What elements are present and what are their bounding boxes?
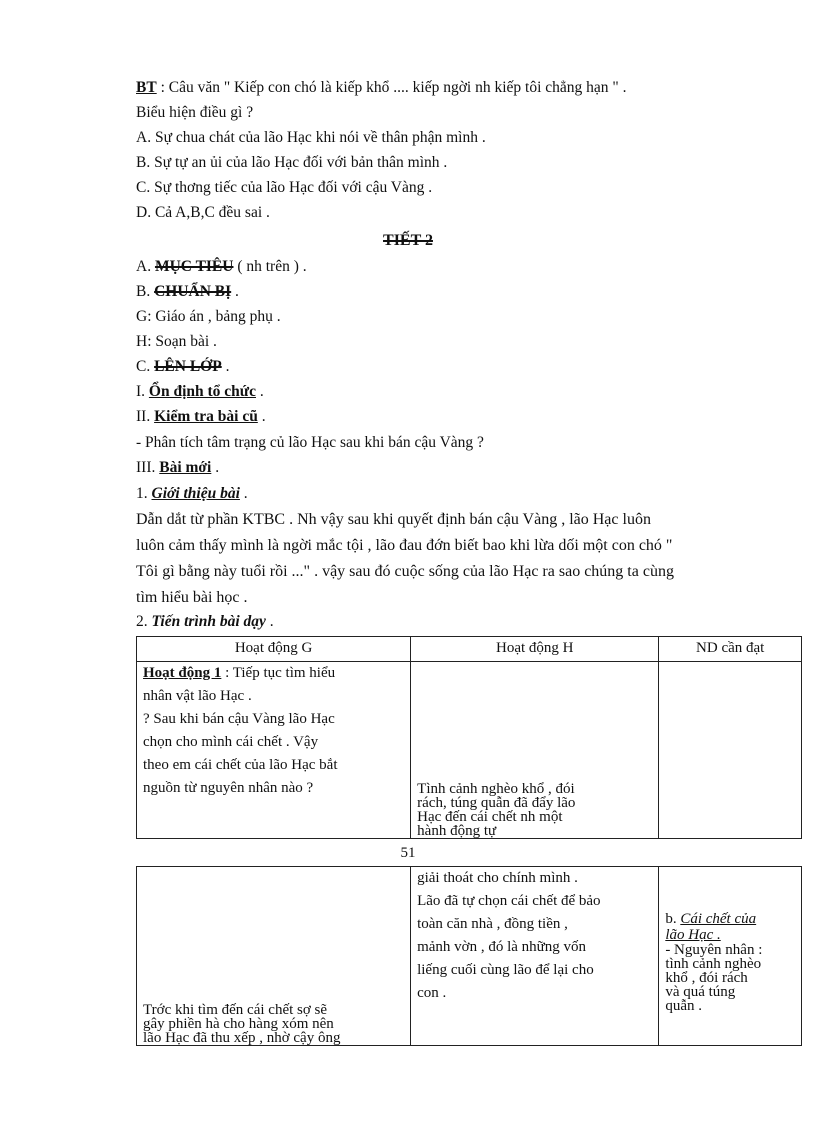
content-line: - Nguyên nhân : [665, 942, 763, 958]
table-row [137, 662, 802, 839]
teacher-activity-line: chọn cho mình cái chết . Vậy [143, 734, 319, 750]
content-cell [659, 867, 802, 1046]
section-i-suffix: . [255, 383, 264, 400]
student-activity-line: Tình cảnh nghèo khổ , đói [417, 781, 575, 797]
bt-text: : Câu văn " Kiếp con chó là kiếp khổ .... kiếp ngời nh kiếp tôi chẳng hạn " . [156, 79, 627, 96]
subsection-2-title: Tiến trình bài dạy [151, 613, 266, 630]
option-b: B. Sự tự an ủi của lão Hạc đối với bản thân mình . [136, 154, 448, 171]
bt-label: BT [136, 79, 157, 96]
bt-line-2: Biểu hiện điều gì ? [136, 104, 254, 121]
subsection-1-suffix: . [239, 485, 248, 502]
intro-line-4: tìm hiểu bài học . [136, 589, 248, 606]
subsection-2-prefix: 2. [136, 613, 152, 630]
student-prep: H: Soạn bài . [136, 333, 217, 350]
teacher-activity-cell [137, 662, 411, 839]
page-number: 51 [400, 845, 416, 861]
section-a [136, 257, 307, 277]
section-iii [136, 458, 219, 478]
lesson-heading: TIẾT 2 [383, 232, 433, 249]
teacher-activity-cell [137, 867, 411, 1046]
content-line: quẫn . [665, 998, 702, 1014]
section-c-suffix: . [221, 358, 230, 375]
section-b-prefix: B. [136, 283, 155, 300]
teacher-activity-line: nguồn từ nguyên nhân nào ? [143, 780, 314, 796]
subsection-2-suffix: . [265, 613, 274, 630]
teacher-prep: G: Giáo án , bảng phụ . [136, 308, 281, 325]
student-activity-line: mảnh vờn , đó là những vốn [417, 939, 587, 955]
section-a-suffix: ( nh trên ) . [233, 258, 307, 275]
section-c-title: LÊN LỚP [154, 358, 222, 375]
subsection-1 [136, 484, 248, 504]
student-activity-line: Lão đã tự chọn cái chết để bảo [417, 893, 601, 909]
option-c: C. Sự thơng tiếc của lão Hạc đối với cậu Vàng . [136, 179, 433, 196]
section-i-title: Ổn định tổ chức [148, 383, 256, 400]
content-heading-title: Cái chết của [680, 911, 757, 927]
teacher-activity-line: Trớc khi tìm đến cái chết sợ sẽ [143, 1002, 328, 1018]
teacher-activity-line: gây phiền hà cho hàng xóm nên [143, 1016, 334, 1032]
table-row [137, 867, 802, 1046]
teacher-activity-line: theo em cái chết của lão Hạc bắt [143, 757, 338, 773]
student-activity-line: rách, túng quẫn đã đẩy lão [417, 795, 576, 811]
option-d: D. Cả A,B,C đều sai . [136, 204, 270, 221]
section-ii-prefix: II. [136, 408, 155, 425]
teacher-activity-line: lão Hạc đã thu xếp , nhờ cậy ông [143, 1030, 341, 1046]
content-cell [659, 662, 802, 839]
lesson-table-2 [136, 866, 802, 1046]
intro-line-2: luôn cảm thấy mình là ngời mắc tội , lão đau đớn biết bao khi lừa dối một con chó " [136, 537, 673, 554]
section-i [136, 382, 264, 402]
student-activity-line: liếng cuối cùng lão để lại cho [417, 962, 594, 978]
content-heading [665, 911, 795, 927]
teacher-activity-line: nhân vật lão Hạc . [143, 688, 252, 704]
section-c-prefix: C. [136, 358, 155, 375]
section-c [136, 357, 229, 377]
section-b-suffix: . [231, 283, 239, 300]
header-teacher: Hoạt động G [137, 637, 411, 662]
bt-line-1 [136, 78, 627, 98]
option-a: A. Sự chua chát của lão Hạc khi nói về thân phận mình . [136, 129, 486, 146]
subsection-1-prefix: 1. [136, 485, 152, 502]
activity-1-title: Hoạt động 1 [143, 665, 222, 681]
student-activity-line: con . [417, 985, 447, 1001]
subsection-2 [136, 612, 274, 632]
section-iii-prefix: III. [136, 459, 160, 476]
student-activity-line: hành động tự [417, 823, 497, 839]
subsection-1-title: Giới thiệu bài [151, 485, 240, 502]
teacher-activity-line: ? Sau khi bán cậu Vàng lão Hạc [143, 711, 335, 727]
intro-line-3: Tôi gì bằng này tuổi rồi ..." . vậy sau đó cuộc sống của lão Hạc ra sao chúng ta cùng [136, 563, 674, 580]
section-ii-suffix: . [257, 408, 266, 425]
section-a-title: MỤC TIÊU [154, 258, 234, 275]
lesson-table-1 [136, 636, 802, 839]
section-ii [136, 407, 266, 427]
content-line: tình cảnh nghèo [665, 956, 762, 972]
section-i-prefix: I. [136, 383, 149, 400]
activity-1-desc: : Tiếp tục tìm hiểu [221, 665, 336, 681]
student-activity-line: giải thoát cho chính mình . [417, 870, 578, 886]
section-a-prefix: A. [136, 258, 155, 275]
content-line: khổ , đói rách [665, 970, 748, 986]
review-question: - Phân tích tâm trạng củ lão Hạc sau khi bán cậu Vàng ? [136, 434, 484, 451]
student-activity-line: toàn căn nhà , đồng tiền , [417, 916, 568, 932]
student-activity-cell [411, 662, 659, 839]
section-b [136, 282, 239, 302]
header-student: Hoạt động H [411, 637, 659, 662]
student-activity-line: Hạc đến cái chết nh một [417, 809, 563, 825]
student-activity-cell [411, 867, 659, 1046]
table-header-row [137, 637, 802, 662]
teacher-activity-line [143, 662, 404, 685]
header-content: ND cần đạt [659, 637, 802, 662]
section-b-title: CHUẨN BỊ [154, 283, 232, 300]
section-iii-title: Bài mới [159, 459, 212, 476]
content-line: và quá túng [665, 984, 736, 1000]
content-heading-prefix: b. [665, 911, 681, 927]
section-ii-title: Kiểm tra bài cũ [154, 408, 258, 425]
section-iii-suffix: . [211, 459, 220, 476]
intro-line-1: Dẫn dắt từ phần KTBC . Nh vậy sau khi quyết định bán cậu Vàng , lão Hạc luôn [136, 511, 651, 528]
content-heading-title-2: lão Hạc . [665, 927, 721, 943]
